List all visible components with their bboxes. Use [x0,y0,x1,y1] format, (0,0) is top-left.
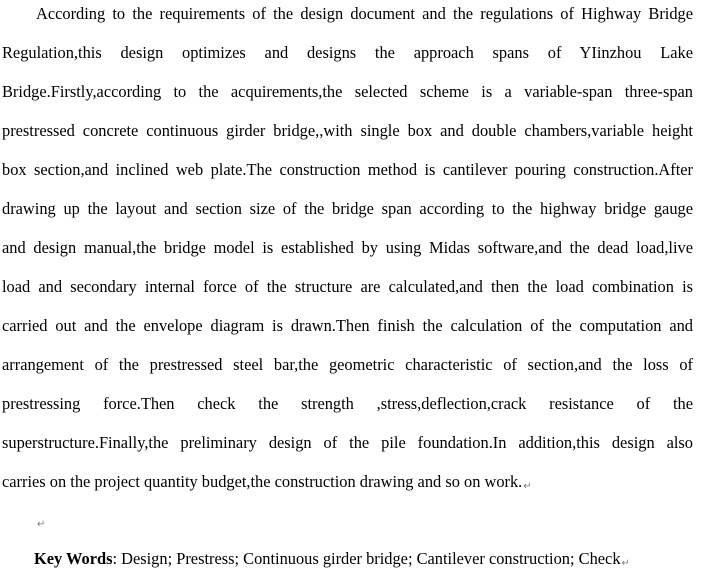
paragraph-mark-icon: ↵ [621,558,630,569]
empty-paragraph [36,512,45,532]
abstract-line-text: load and secondary internal force of the structure are calculated,and then the load combination is [2,277,693,296]
paragraph-mark-icon: ↵ [37,519,46,530]
abstract-line [2,355,693,375]
abstract-line-text: prestressed concrete continuous girder bridge,,with single box and double chambers,variable height [2,121,693,140]
keywords-separator: : [112,549,122,568]
abstract-line [2,316,693,336]
abstract-line-text: drawing up the layout and section size of the bridge span according to the highway bridge gauge [2,199,693,218]
keywords-line [34,549,694,574]
abstract-line-text: According to the requirements of the design document and the regulations of Highway Bridge [36,4,693,23]
abstract-line [2,433,693,453]
paragraph-mark-icon: ↵ [523,481,532,492]
abstract-line [2,82,693,102]
abstract-line-text: prestressing force.Then check the strength ,stress,deflection,crack resistance of the [2,394,693,413]
abstract-line-text: box section,and inclined web plate.The construction method is cantilever pouring construction.After [2,160,693,179]
abstract-line-text: carries on the project quantity budget,the construction drawing and so on work. [2,472,523,491]
abstract-line-text: Bridge.Firstly,according to the acquirements,the selected scheme is a variable-span three-span [2,82,693,101]
abstract-line-text: and design manual,the bridge model is established by using Midas software,and the dead load,live [2,238,693,257]
abstract-line [2,277,693,297]
abstract-line [2,43,693,63]
abstract-line-text: carried out and the envelope diagram is drawn.Then finish the calculation of the computation and [2,316,693,335]
abstract-line-text: arrangement of the prestressed steel bar,the geometric characteristic of section,and the loss of [2,355,693,374]
keywords-label: Key Words [34,549,113,568]
abstract-line [2,394,693,414]
abstract-line [2,472,693,497]
abstract-line [2,199,693,219]
abstract-line [36,4,693,24]
abstract-line [2,160,693,180]
abstract-line [2,121,693,141]
abstract-line-text: Regulation,this design optimizes and designs the approach spans of YIinzhou Lake [2,43,693,62]
abstract-line-text: superstructure.Finally,the preliminary design of the pile foundation.In addition,this design also [2,433,693,452]
keywords-text: Design; Prestress; Continuous girder bridge; Cantilever construction; Check [121,549,621,568]
abstract-line [2,238,693,258]
